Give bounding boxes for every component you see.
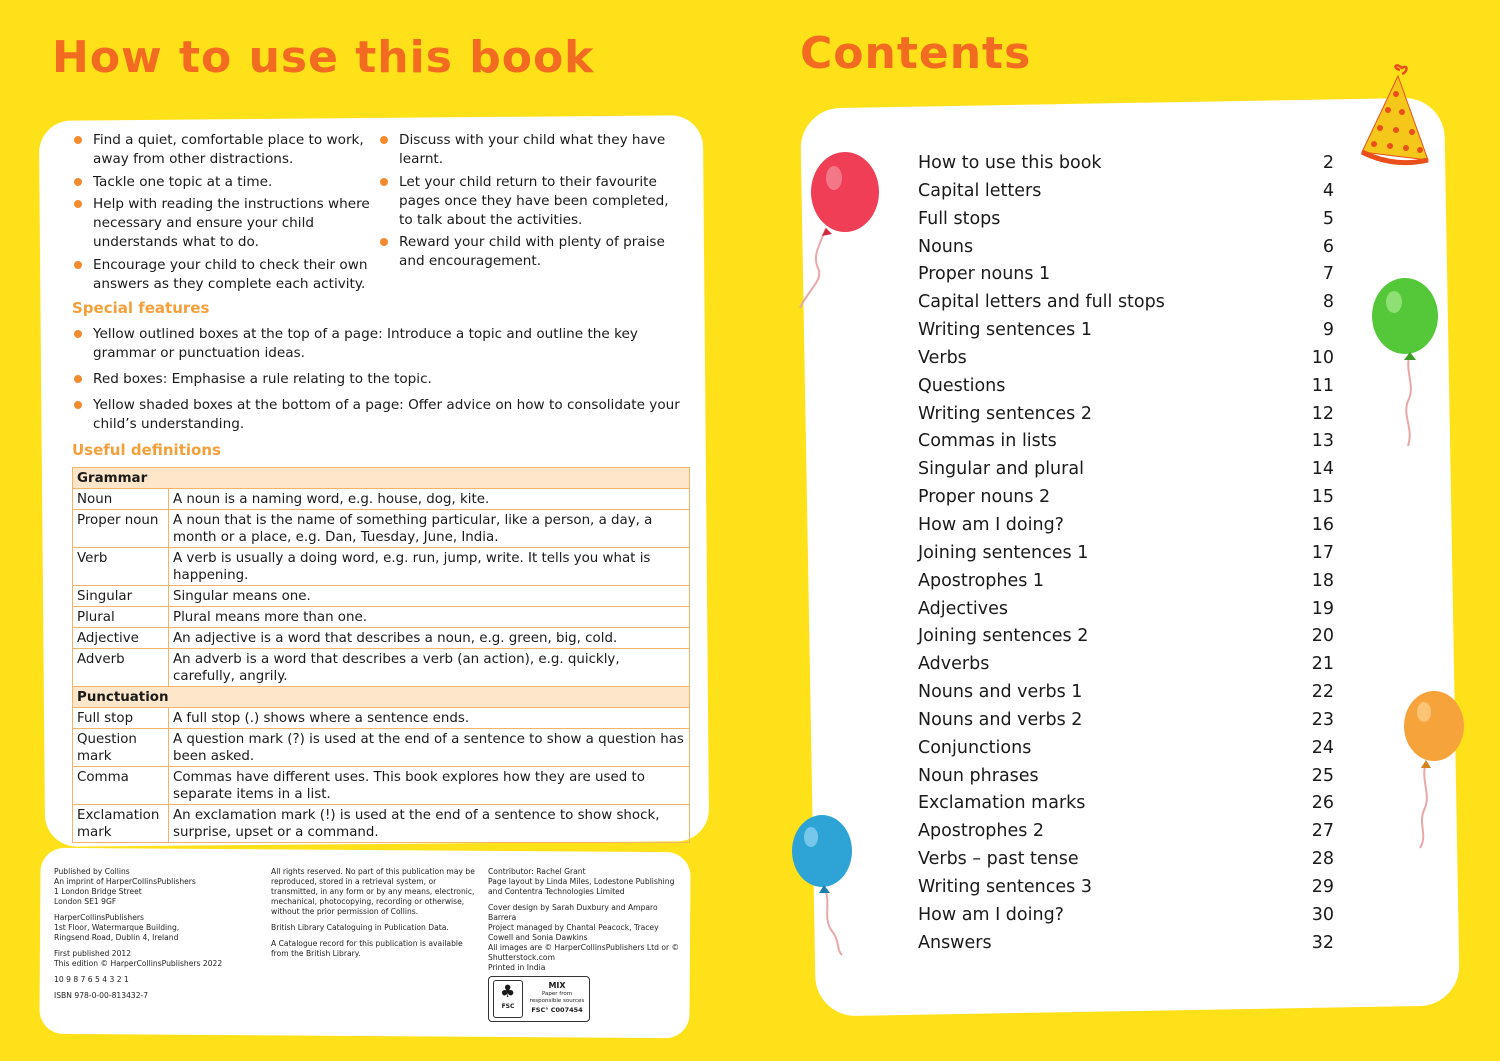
table-row: [73, 510, 690, 548]
contents-item-title: Joining sentences 1: [918, 542, 1089, 563]
contents-item: [918, 178, 1334, 206]
contents-item: [918, 317, 1334, 345]
contents-item-page: 24: [1311, 737, 1334, 758]
special-features-list: [74, 325, 686, 441]
tip-item: Encourage your child to check their own answers as they complete each activity.: [74, 256, 380, 294]
contents-item-title: Writing sentences 3: [918, 876, 1092, 897]
contents-item-page: 19: [1311, 598, 1334, 619]
contents-item-title: Nouns: [918, 236, 974, 257]
tips-list: [74, 131, 674, 297]
table-row: [73, 607, 690, 628]
bullet-dot-icon: [74, 401, 82, 409]
contents-item: [918, 289, 1334, 317]
contents-item-title: Nouns and verbs 1: [918, 682, 1083, 703]
fsc-tree-icon: ♣ FSC: [493, 980, 523, 1018]
imprint-text: Published by Collins An imprint of HarperCollinsPublishers 1 London Bridge Street London SE1 9GF: [54, 867, 196, 906]
bullet-dot-icon: [74, 178, 82, 186]
contents-item-title: Noun phrases: [918, 765, 1039, 786]
definition-text: Commas have different uses. This book explores how they are used to separate items in a list.: [169, 767, 690, 805]
contents-item: [918, 568, 1334, 596]
contents-item: [918, 206, 1334, 234]
contents-item-title: Adjectives: [918, 598, 1008, 619]
contents-item-page: 30: [1311, 904, 1334, 925]
definition-term: Exclamation mark: [73, 805, 169, 843]
imprint-text: Contributor: Rachel Grant Page layout by Linda Miles, Lodestone Publishing and Contentra Technologies Limited: [488, 867, 675, 896]
contents-item-page: 23: [1311, 709, 1334, 730]
definition-text: An adjective is a word that describes a noun, e.g. green, big, cold.: [169, 628, 690, 649]
definition-term: Adjective: [73, 628, 169, 649]
useful-definitions-heading: Useful definitions: [72, 441, 221, 459]
contents-item-title: Conjunctions: [918, 737, 1032, 758]
bullet-dot-icon: [74, 136, 82, 144]
contents-item-title: Full stops: [918, 208, 1001, 229]
contents-item-title: Joining sentences 2: [918, 626, 1089, 647]
imprint-text: 10 9 8 7 6 5 4 3 2 1: [54, 975, 129, 984]
table-row: [73, 628, 690, 649]
contents-item-page: 15: [1311, 487, 1334, 508]
contents-item-title: Nouns and verbs 2: [918, 709, 1083, 730]
table-row: [73, 586, 690, 607]
contents-item-page: 12: [1311, 403, 1334, 424]
imprint-text: A Catalogue record for this publication is available from the British Library.: [271, 939, 463, 958]
tip-item: Reward your child with plenty of praise and encouragement.: [380, 233, 670, 271]
table-section-row: [73, 468, 690, 489]
contents-item-title: Apostrophes 2: [918, 821, 1045, 842]
definition-text: A noun is a naming word, e.g. house, dog, kite.: [169, 489, 690, 510]
contents-item-title: Answers: [918, 932, 992, 953]
imprint-text: British Library Cataloguing in Publication Data.: [271, 923, 449, 932]
table-row: [73, 805, 690, 843]
imprint-isbn: ISBN 978-0-00-813432-7: [54, 991, 149, 1000]
contents-item-title: Capital letters: [918, 180, 1042, 201]
contents-item: [918, 707, 1334, 735]
definition-term: Adverb: [73, 649, 169, 687]
party-hat-icon: [1358, 64, 1434, 166]
contents-item-page: 7: [1322, 264, 1334, 285]
imprint-text: First published 2012 This edition © HarperCollinsPublishers 2022: [54, 949, 223, 968]
contents-item-page: 10: [1311, 347, 1334, 368]
contents-item-page: 14: [1311, 459, 1334, 480]
definitions-table: [72, 467, 690, 843]
table-row: [73, 767, 690, 805]
contents-item: [918, 512, 1334, 540]
special-features-heading: Special features: [72, 299, 210, 317]
bullet-dot-icon: [74, 330, 82, 338]
contents-item: [918, 818, 1334, 846]
imprint-column-2: [271, 867, 476, 965]
contents-item-page: 2: [1322, 153, 1334, 173]
contents-item-page: 17: [1311, 542, 1334, 563]
contents-item: [918, 790, 1334, 818]
definition-term: Noun: [73, 489, 169, 510]
definition-text: Singular means one.: [169, 586, 690, 607]
contents-item-page: 6: [1322, 236, 1334, 257]
tips-column-2: [380, 131, 670, 297]
contents-item-title: Commas in lists: [918, 431, 1057, 452]
feature-item: Red boxes: Emphasise a rule relating to the topic.: [74, 370, 686, 389]
contents-item-page: 13: [1311, 431, 1334, 452]
contents-item-title: How am I doing?: [918, 904, 1064, 925]
contents-item-title: Writing sentences 2: [918, 403, 1092, 424]
contents-item-page: 26: [1311, 793, 1334, 814]
tip-item: Discuss with your child what they have learnt.: [380, 131, 670, 169]
contents-item: [918, 846, 1334, 874]
imprint-column-3: [488, 867, 683, 979]
contents-item: [918, 484, 1334, 512]
contents-item: [918, 679, 1334, 707]
contents-item: [918, 623, 1334, 651]
feature-item: Yellow outlined boxes at the top of a page: Introduce a topic and outline the key grammar or punctuation ideas.: [74, 325, 686, 363]
table-row: [73, 729, 690, 767]
page-title-how-to-use: How to use this book: [52, 32, 595, 83]
contents-item: [918, 540, 1334, 568]
contents-item-title: Apostrophes 1: [918, 570, 1045, 591]
tip-item: Tackle one topic at a time.: [74, 173, 380, 192]
contents-item: [918, 902, 1334, 930]
contents-item-page: 32: [1311, 932, 1334, 953]
contents-item-page: 5: [1322, 208, 1334, 229]
contents-item-title: Writing sentences 1: [918, 320, 1092, 341]
contents-item-title: Verbs: [918, 347, 967, 368]
contents-item: [918, 373, 1334, 401]
definition-term: Full stop: [73, 708, 169, 729]
contents-item-page: 22: [1311, 682, 1334, 703]
contents-item-title: Singular and plural: [918, 459, 1084, 480]
contents-item-page: 4: [1322, 180, 1334, 201]
contents-item-page: 20: [1311, 626, 1334, 647]
imprint-text: All rights reserved. No part of this publication may be reproduced, stored in a retrieval system, or transmitted, in any form or by any means, electronic, mechanical, photocopying, recording or otherwise, without the prior permission of Collins.: [271, 867, 475, 916]
imprint-text: HarperCollinsPublishers 1st Floor, Watermarque Building, Ringsend Road, Dublin 4, Ireland: [54, 913, 180, 942]
definition-term: Singular: [73, 586, 169, 607]
imprint-column-1: [54, 867, 254, 1007]
tip-item: Help with reading the instructions where necessary and ensure your child understands what to do.: [74, 195, 380, 252]
definition-term: Proper noun: [73, 510, 169, 548]
table-row: [73, 489, 690, 510]
definition-text: An exclamation mark (!) is used at the end of a sentence to show shock, surprise, upset or a command.: [169, 805, 690, 843]
contents-item: [918, 596, 1334, 624]
contents-item: [918, 735, 1334, 763]
bullet-dot-icon: [380, 238, 388, 246]
contents-item-page: 27: [1311, 821, 1334, 842]
definition-text: A question mark (?) is used at the end of a sentence to show a question has been asked.: [169, 729, 690, 767]
table-row: [73, 649, 690, 687]
contents-item-page: 9: [1322, 320, 1334, 341]
definition-text: A full stop (.) shows where a sentence ends.: [169, 708, 690, 729]
punctuation-heading: Punctuation: [73, 687, 690, 708]
contents-item-title: How am I doing?: [918, 514, 1064, 535]
contents-item: [918, 234, 1334, 262]
contents-item-page: 29: [1311, 876, 1334, 897]
bullet-dot-icon: [74, 200, 82, 208]
page-title-contents: Contents: [800, 28, 1032, 79]
contents-item-title: Questions: [918, 375, 1006, 396]
definition-text: Plural means more than one.: [169, 607, 690, 628]
definition-text: An adverb is a word that describes a verb (an action), e.g. quickly, carefully, angrily.: [169, 649, 690, 687]
fsc-logo: ♣ FSC MIX Paper from responsible sources FSC° C007454: [488, 976, 590, 1022]
contents-item-title: Exclamation marks: [918, 793, 1086, 814]
contents-item: [918, 874, 1334, 902]
contents-item: [918, 150, 1334, 178]
contents-item: [918, 763, 1334, 791]
contents-item-title: Proper nouns 1: [918, 264, 1051, 285]
contents-item-page: 18: [1311, 570, 1334, 591]
contents-item-title: Proper nouns 2: [918, 487, 1051, 508]
contents-item-page: 16: [1311, 514, 1334, 535]
definition-term: Verb: [73, 548, 169, 586]
imprint-text: Cover design by Sarah Duxbury and Amparo Barrera Project managed by Chantal Peacock, Tracey Cowell and Sonia Dawkins All images are © HarperCollinsPublishers Ltd or © Shutterstock.com Printed in India: [488, 903, 680, 972]
contents-item-page: 25: [1311, 765, 1334, 786]
table-row: [73, 708, 690, 729]
definition-term: Plural: [73, 607, 169, 628]
table-section-row: [73, 687, 690, 708]
table-row: [73, 548, 690, 586]
balloon-green-icon: [1368, 276, 1444, 451]
contents-item-title: How to use this book: [918, 153, 1102, 173]
bullet-dot-icon: [380, 178, 388, 186]
contents-item-page: 11: [1311, 375, 1334, 396]
contents-item: [918, 428, 1334, 456]
definition-term: Question mark: [73, 729, 169, 767]
definition-term: Comma: [73, 767, 169, 805]
contents-item: [918, 930, 1334, 958]
contents-item-title: Adverbs: [918, 654, 990, 675]
contents-item-page: 28: [1311, 849, 1334, 870]
contents-item: [918, 345, 1334, 373]
contents-item-title: Verbs – past tense: [918, 849, 1079, 870]
bullet-dot-icon: [74, 261, 82, 269]
definition-text: A verb is usually a doing word, e.g. run, jump, write. It tells you what is happening.: [169, 548, 690, 586]
contents-list: [918, 150, 1334, 957]
feature-item: Yellow shaded boxes at the bottom of a page: Offer advice on how to consolidate your child’s understanding.: [74, 396, 686, 434]
balloon-red-icon: [790, 150, 890, 315]
contents-item-page: 21: [1311, 654, 1334, 675]
contents-item: [918, 456, 1334, 484]
bullet-dot-icon: [380, 136, 388, 144]
balloon-orange-icon: [1400, 690, 1470, 850]
contents-item: [918, 261, 1334, 289]
bullet-dot-icon: [74, 375, 82, 383]
grammar-heading: Grammar: [73, 468, 690, 489]
tip-item: Find a quiet, comfortable place to work, away from other distractions.: [74, 131, 380, 169]
contents-item-page: 8: [1322, 292, 1334, 313]
tip-item: Let your child return to their favourite pages once they have been completed, to talk about the activities.: [380, 173, 670, 230]
contents-item-title: Capital letters and full stops: [918, 292, 1165, 313]
tips-column-1: [74, 131, 380, 297]
contents-item: [918, 401, 1334, 429]
definition-text: A noun that is the name of something particular, like a person, a day, a month or a place, e.g. Dan, Tuesday, June, India.: [169, 510, 690, 548]
balloon-blue-icon: [788, 813, 863, 958]
contents-item: [918, 651, 1334, 679]
